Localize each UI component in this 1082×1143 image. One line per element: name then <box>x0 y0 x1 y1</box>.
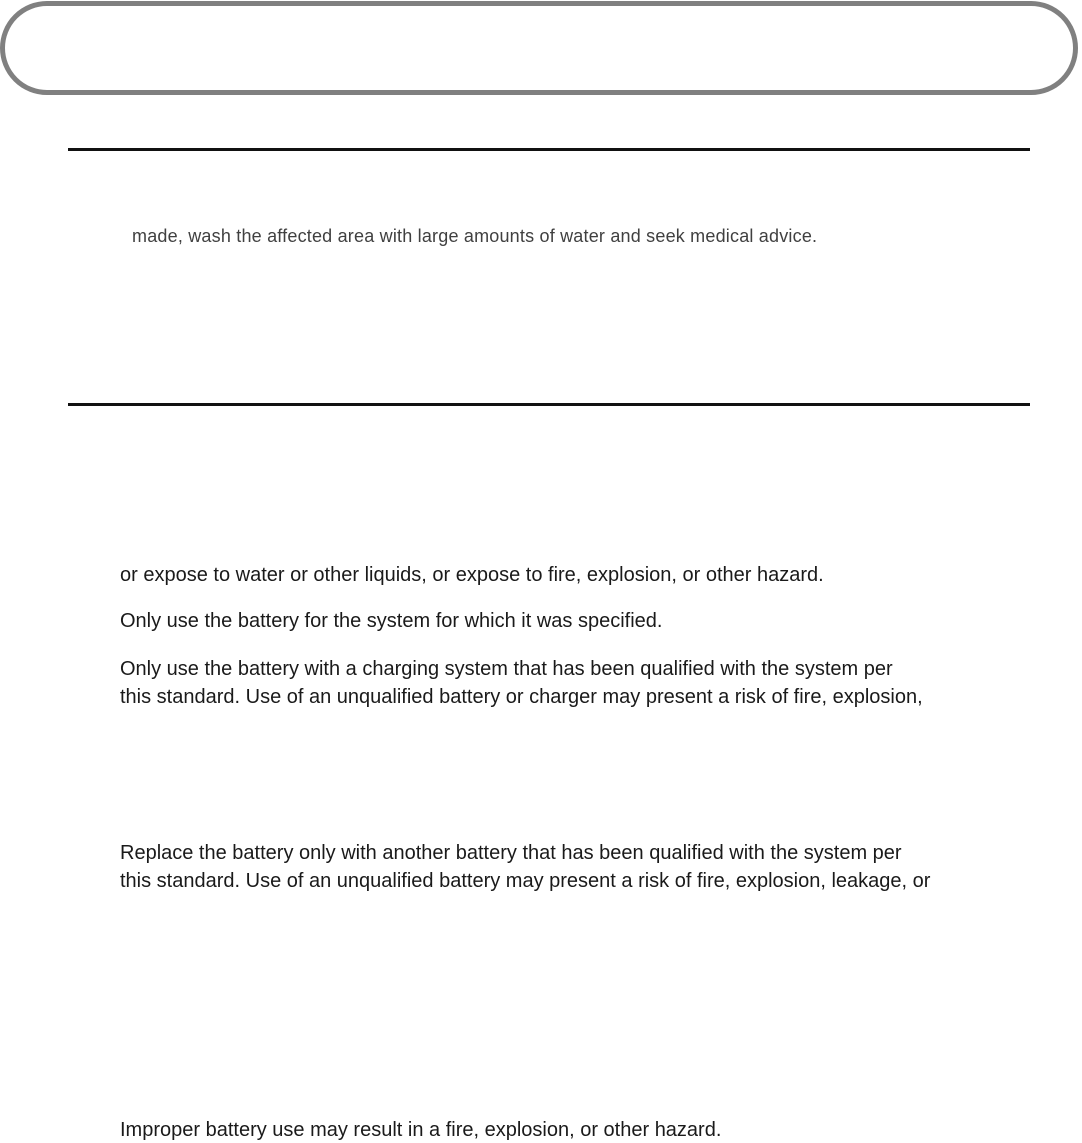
warning-line-3: Only use the battery with a charging system that has been qualified with the system per <box>120 658 893 680</box>
first-aid-instruction: made, wash the affected area with large amounts of water and seek medical advice. <box>132 226 818 246</box>
warning-line-4: this standard. Use of an unqualified battery or charger may present a risk of fire, explosion, <box>120 686 923 708</box>
warning-line-5: Replace the battery only with another battery that has been qualified with the system per <box>120 842 902 864</box>
warning-line-6: this standard. Use of an unqualified battery may present a risk of fire, explosion, leakage, or <box>120 870 931 892</box>
warning-line-7: Improper battery use may result in a fire, explosion, or other hazard. <box>120 1119 722 1141</box>
warning-line-1: or expose to water or other liquids, or expose to fire, explosion, or other hazard. <box>120 564 824 586</box>
warning-line-2: Only use the battery for the system for which it was specified. <box>120 610 663 632</box>
header-banner <box>0 1 1078 95</box>
section-divider <box>68 403 1030 406</box>
top-divider <box>68 148 1030 151</box>
